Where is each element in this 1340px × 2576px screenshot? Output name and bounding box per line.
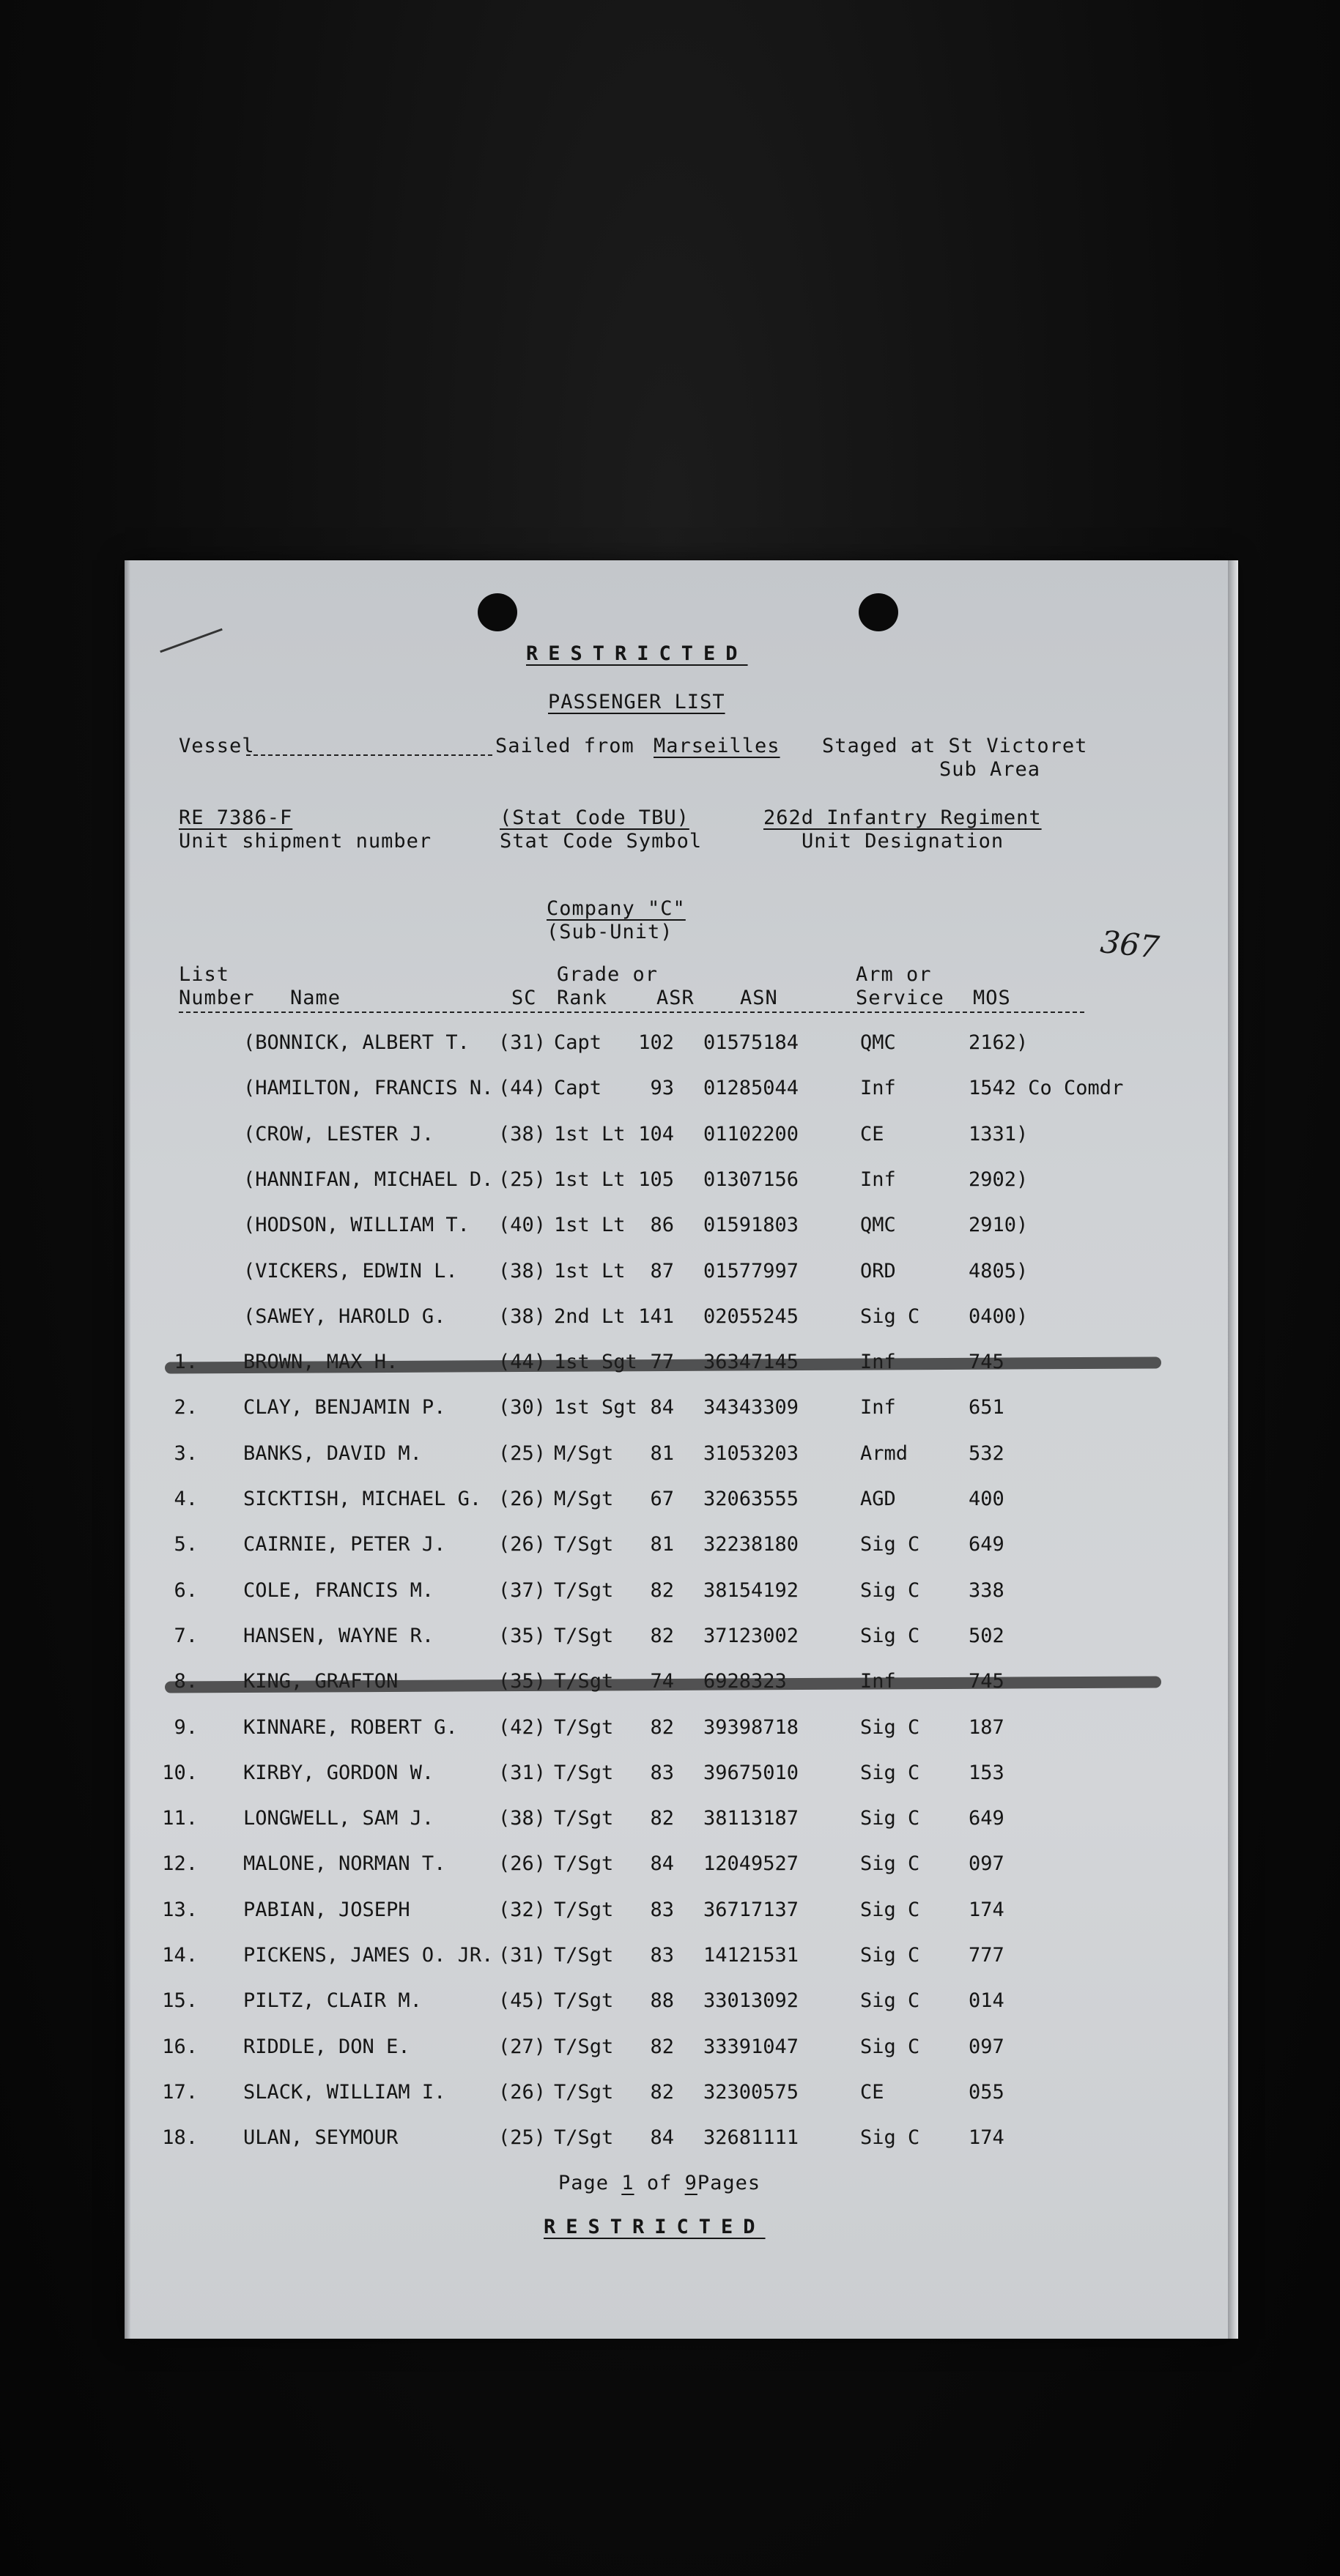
row-asr: 88 <box>650 1989 674 2012</box>
row-asn: 34343309 <box>703 1396 799 1419</box>
row-arm: Sig C <box>860 1533 920 1556</box>
punch-hole-left <box>478 593 517 631</box>
table-row <box>125 1898 1232 1928</box>
table-row <box>125 1396 1232 1425</box>
col-arm-1: Arm or <box>856 963 932 986</box>
row-asn: 38154192 <box>703 1579 799 1602</box>
row-sc: (37) <box>498 1579 547 1602</box>
table-row <box>125 1214 1232 1243</box>
punch-hole-right <box>859 593 898 631</box>
row-grade: 1st Sgt <box>554 1396 637 1419</box>
col-list-number-2: Number <box>179 987 255 1009</box>
row-arm: Sig C <box>860 2126 920 2149</box>
row-asr: 81 <box>650 1533 674 1556</box>
row-arm: Sig C <box>860 1898 920 1921</box>
company-label: (Sub-Unit) <box>547 921 673 943</box>
table-row <box>125 1031 1232 1061</box>
row-arm: CE <box>860 2081 884 2104</box>
unit-designation-label: Unit Designation <box>802 830 1004 853</box>
row-number: 15. <box>162 1989 198 2012</box>
row-asr: 82 <box>650 2081 674 2104</box>
row-asn: 01102200 <box>703 1123 799 1146</box>
row-asr: 93 <box>650 1077 674 1099</box>
row-arm: QMC <box>860 1031 896 1054</box>
row-number: 17. <box>162 2081 198 2104</box>
table-row <box>125 1260 1232 1289</box>
row-asr: 87 <box>650 1260 674 1283</box>
table-row <box>125 1852 1232 1882</box>
row-asr: 82 <box>650 1716 674 1739</box>
row-mos: 502 <box>969 1625 1004 1647</box>
row-name: PABIAN, JOSEPH <box>243 1898 410 1921</box>
row-asn: 32063555 <box>703 1488 799 1510</box>
row-name: KINNARE, ROBERT G. <box>243 1716 458 1739</box>
row-asr: 82 <box>650 1579 674 1602</box>
row-name: (SAWEY, HAROLD G. <box>243 1305 446 1328</box>
row-grade: 1st Lt <box>554 1123 626 1146</box>
row-mos: 2910) <box>969 1214 1029 1236</box>
row-arm: Inf <box>860 1168 896 1191</box>
row-arm: Sig C <box>860 1807 920 1830</box>
row-grade: T/Sgt <box>554 1716 614 1739</box>
row-number: 6. <box>174 1579 198 1602</box>
row-mos: 097 <box>969 2035 1004 2058</box>
row-mos: 777 <box>969 1944 1004 1967</box>
row-asn: 32300575 <box>703 2081 799 2104</box>
row-name: ULAN, SEYMOUR <box>243 2126 399 2149</box>
table-row <box>125 1533 1232 1562</box>
row-asr: 82 <box>650 2035 674 2058</box>
row-number: 2. <box>174 1396 198 1419</box>
table-row <box>125 1807 1232 1836</box>
row-number: 16. <box>162 2035 198 2058</box>
restricted-footer: RESTRICTED <box>544 2216 766 2238</box>
row-mos: 649 <box>969 1807 1004 1830</box>
row-mos: 1542 Co Comdr <box>969 1077 1124 1099</box>
row-asn: 37123002 <box>703 1625 799 1647</box>
row-grade: M/Sgt <box>554 1488 614 1510</box>
row-mos: 055 <box>969 2081 1004 2104</box>
table-row <box>125 1488 1232 1517</box>
row-name: LONGWELL, SAM J. <box>243 1807 434 1830</box>
table-row <box>125 2126 1232 2156</box>
row-grade: T/Sgt <box>554 1944 614 1967</box>
row-number: 12. <box>162 1852 198 1875</box>
row-name: PICKENS, JAMES O. JR. <box>243 1944 494 1967</box>
row-sc: (31) <box>498 1762 547 1784</box>
sailed-from-value: Marseilles <box>654 735 780 757</box>
row-name: MALONE, NORMAN T. <box>243 1852 446 1875</box>
row-mos: 4805) <box>969 1260 1029 1283</box>
row-sc: (32) <box>498 1898 547 1921</box>
row-asr: 84 <box>650 1852 674 1875</box>
page-number: 1 <box>621 2172 634 2194</box>
row-asn: 12049527 <box>703 1852 799 1875</box>
row-sc: (35) <box>498 1625 547 1647</box>
row-mos: 174 <box>969 1898 1004 1921</box>
row-asr: 84 <box>650 1396 674 1419</box>
table-row <box>125 1716 1232 1745</box>
row-sc: (38) <box>498 1807 547 1830</box>
row-asr: 81 <box>650 1442 674 1465</box>
unit-shipment-value: RE 7386-F <box>179 806 293 829</box>
row-arm: Sig C <box>860 1852 920 1875</box>
stat-code-value: (Stat Code TBU) <box>500 806 689 829</box>
row-grade: T/Sgt <box>554 2081 614 2104</box>
col-sc: SC <box>511 987 537 1009</box>
row-asn: 32238180 <box>703 1533 799 1556</box>
row-grade: T/Sgt <box>554 1989 614 2012</box>
row-number: 14. <box>162 1944 198 1967</box>
row-sc: (25) <box>498 2126 547 2149</box>
table-row <box>125 1579 1232 1608</box>
row-asr: 104 <box>638 1123 674 1146</box>
page-total: 9 <box>684 2172 697 2194</box>
row-sc: (30) <box>498 1396 547 1419</box>
row-grade: 2nd Lt <box>554 1305 626 1328</box>
row-arm: Sig C <box>860 1305 920 1328</box>
row-name: SLACK, WILLIAM I. <box>243 2081 446 2104</box>
row-grade: T/Sgt <box>554 1807 614 1830</box>
row-name: COLE, FRANCIS M. <box>243 1579 434 1602</box>
row-grade: 1st Lt <box>554 1260 626 1283</box>
row-asr: 82 <box>650 1625 674 1647</box>
row-asn: 39398718 <box>703 1716 799 1739</box>
row-arm: QMC <box>860 1214 896 1236</box>
row-grade: Capt <box>554 1077 602 1099</box>
col-mos: MOS <box>973 987 1011 1009</box>
row-name: (CROW, LESTER J. <box>243 1123 434 1146</box>
row-asr: 82 <box>650 1807 674 1830</box>
col-asr: ASR <box>656 987 695 1009</box>
sailed-from-label: Sailed from <box>495 735 634 757</box>
table-row <box>125 1077 1232 1106</box>
col-list-number-1: List <box>179 963 230 986</box>
row-arm: Sig C <box>860 1989 920 2012</box>
row-mos: 1331) <box>969 1123 1029 1146</box>
row-grade: 1st Lt <box>554 1168 626 1191</box>
stat-code-label: Stat Code Symbol <box>500 830 703 853</box>
row-number: 9. <box>174 1716 198 1739</box>
row-sc: (40) <box>498 1214 547 1236</box>
row-mos: 338 <box>969 1579 1004 1602</box>
row-asn: 33391047 <box>703 2035 799 2058</box>
page-count <box>558 2172 760 2194</box>
row-mos: 187 <box>969 1716 1004 1739</box>
row-asr: 83 <box>650 1944 674 1967</box>
row-number: 4. <box>174 1488 198 1510</box>
document-page <box>125 560 1232 2339</box>
row-mos: 153 <box>969 1762 1004 1784</box>
row-grade: T/Sgt <box>554 1852 614 1875</box>
row-mos: 0400) <box>969 1305 1029 1328</box>
row-arm: AGD <box>860 1488 896 1510</box>
row-arm: ORD <box>860 1260 896 1283</box>
row-mos: 174 <box>969 2126 1004 2149</box>
row-grade: M/Sgt <box>554 1442 614 1465</box>
row-arm: Sig C <box>860 2035 920 2058</box>
row-arm: Sig C <box>860 1944 920 1967</box>
col-asn: ASN <box>740 987 778 1009</box>
vessel-label: Vessel <box>179 735 255 757</box>
row-name: PILTZ, CLAIR M. <box>243 1989 422 2012</box>
row-grade: T/Sgt <box>554 1898 614 1921</box>
row-sc: (26) <box>498 1488 547 1510</box>
restricted-header: RESTRICTED <box>526 642 748 665</box>
table-row <box>125 1625 1232 1654</box>
row-name: (HAMILTON, FRANCIS N. <box>243 1077 494 1099</box>
row-name: (HANNIFAN, MICHAEL D. <box>243 1168 494 1191</box>
handwritten-page-number: 367 <box>1098 923 1161 966</box>
unit-designation-value: 262d Infantry Regiment <box>763 806 1042 829</box>
row-sc: (31) <box>498 1944 547 1967</box>
row-sc: (38) <box>498 1123 547 1146</box>
row-name: HANSEN, WAYNE R. <box>243 1625 434 1647</box>
table-row <box>125 1442 1232 1471</box>
row-asr: 84 <box>650 2126 674 2149</box>
row-sc: (38) <box>498 1260 547 1283</box>
row-name: (HODSON, WILLIAM T. <box>243 1214 470 1236</box>
row-name: (BONNICK, ALBERT T. <box>243 1031 470 1054</box>
row-asr: 86 <box>650 1214 674 1236</box>
row-number: 13. <box>162 1898 198 1921</box>
row-sc: (25) <box>498 1168 547 1191</box>
pen-mark <box>160 628 223 653</box>
header-rule <box>179 1012 1084 1013</box>
row-arm: Inf <box>860 1396 896 1419</box>
row-asr: 102 <box>638 1031 674 1054</box>
row-sc: (31) <box>498 1031 547 1054</box>
row-mos: 651 <box>969 1396 1004 1419</box>
row-grade: 1st Lt <box>554 1214 626 1236</box>
col-grade-1: Grade or <box>557 963 659 986</box>
row-asn: 01575184 <box>703 1031 799 1054</box>
staged-at-label: Staged at St Victoret <box>822 735 1088 757</box>
row-sc: (38) <box>498 1305 547 1328</box>
row-name: CAIRNIE, PETER J. <box>243 1533 446 1556</box>
row-number: 18. <box>162 2126 198 2149</box>
row-sc: (44) <box>498 1077 547 1099</box>
row-grade: T/Sgt <box>554 2126 614 2149</box>
row-name: CLAY, BENJAMIN P. <box>243 1396 446 1419</box>
row-name: BANKS, DAVID M. <box>243 1442 422 1465</box>
row-asn: 36717137 <box>703 1898 799 1921</box>
row-mos: 532 <box>969 1442 1004 1465</box>
row-asr: 105 <box>638 1168 674 1191</box>
table-row <box>125 2035 1232 2065</box>
row-asn: 01591803 <box>703 1214 799 1236</box>
row-asn: 38113187 <box>703 1807 799 1830</box>
table-row <box>125 1989 1232 2019</box>
row-number: 10. <box>162 1762 198 1784</box>
table-row <box>125 1670 1232 1699</box>
table-row <box>125 1305 1232 1335</box>
row-name: SICKTISH, MICHAEL G. <box>243 1488 482 1510</box>
row-sc: (27) <box>498 2035 547 2058</box>
row-grade: T/Sgt <box>554 2035 614 2058</box>
row-asn: 31053203 <box>703 1442 799 1465</box>
unit-shipment-label: Unit shipment number <box>179 830 432 853</box>
row-arm: Sig C <box>860 1762 920 1784</box>
row-mos: 014 <box>969 1989 1004 2012</box>
row-asr: 141 <box>638 1305 674 1328</box>
row-grade: T/Sgt <box>554 1533 614 1556</box>
row-name: RIDDLE, DON E. <box>243 2035 410 2058</box>
row-mos: 2162) <box>969 1031 1029 1054</box>
row-asn: 02055245 <box>703 1305 799 1328</box>
row-asn: 33013092 <box>703 1989 799 2012</box>
row-sc: (26) <box>498 2081 547 2104</box>
row-asn: 01577997 <box>703 1260 799 1283</box>
row-sc: (42) <box>498 1716 547 1739</box>
table-row <box>125 1168 1232 1198</box>
row-asr: 67 <box>650 1488 674 1510</box>
table-row <box>125 1762 1232 1791</box>
row-grade: T/Sgt <box>554 1762 614 1784</box>
row-arm: Sig C <box>860 1579 920 1602</box>
row-name: KIRBY, GORDON W. <box>243 1762 434 1784</box>
row-arm: Armd <box>860 1442 908 1465</box>
row-number: 3. <box>174 1442 198 1465</box>
page-of: of <box>646 2172 673 2194</box>
row-number: 7. <box>174 1625 198 1647</box>
page-title: PASSENGER LIST <box>548 691 725 713</box>
staged-at-sub: Sub Area <box>939 758 1041 781</box>
row-asn: 01285044 <box>703 1077 799 1099</box>
company-value: Company "C" <box>547 897 686 920</box>
row-mos: 2902) <box>969 1168 1029 1191</box>
row-arm: Inf <box>860 1077 896 1099</box>
row-asr: 83 <box>650 1762 674 1784</box>
row-asn: 32681111 <box>703 2126 799 2149</box>
row-sc: (26) <box>498 1533 547 1556</box>
row-mos: 649 <box>969 1533 1004 1556</box>
col-name: Name <box>290 987 341 1009</box>
row-grade: Capt <box>554 1031 602 1054</box>
row-mos: 097 <box>969 1852 1004 1875</box>
table-row <box>125 2081 1232 2110</box>
row-sc: (25) <box>498 1442 547 1465</box>
table-row <box>125 1123 1232 1152</box>
table-row <box>125 1351 1232 1380</box>
row-number: 11. <box>162 1807 198 1830</box>
row-number: 5. <box>174 1533 198 1556</box>
table-row <box>125 1944 1232 1973</box>
row-arm: CE <box>860 1123 884 1146</box>
row-sc: (45) <box>498 1989 547 2012</box>
row-asn: 39675010 <box>703 1762 799 1784</box>
row-asr: 83 <box>650 1898 674 1921</box>
row-asn: 14121531 <box>703 1944 799 1967</box>
page-suffix: Pages <box>697 2172 761 2194</box>
row-arm: Sig C <box>860 1625 920 1647</box>
row-name: (VICKERS, EDWIN L. <box>243 1260 458 1283</box>
row-mos: 400 <box>969 1488 1004 1510</box>
row-grade: T/Sgt <box>554 1625 614 1647</box>
col-grade-2: Rank <box>557 987 608 1009</box>
vessel-blank <box>246 754 492 756</box>
row-arm: Sig C <box>860 1716 920 1739</box>
row-sc: (26) <box>498 1852 547 1875</box>
row-asn: 01307156 <box>703 1168 799 1191</box>
page-prefix: Page <box>558 2172 610 2194</box>
row-grade: T/Sgt <box>554 1579 614 1602</box>
col-arm-2: Service <box>856 987 944 1009</box>
